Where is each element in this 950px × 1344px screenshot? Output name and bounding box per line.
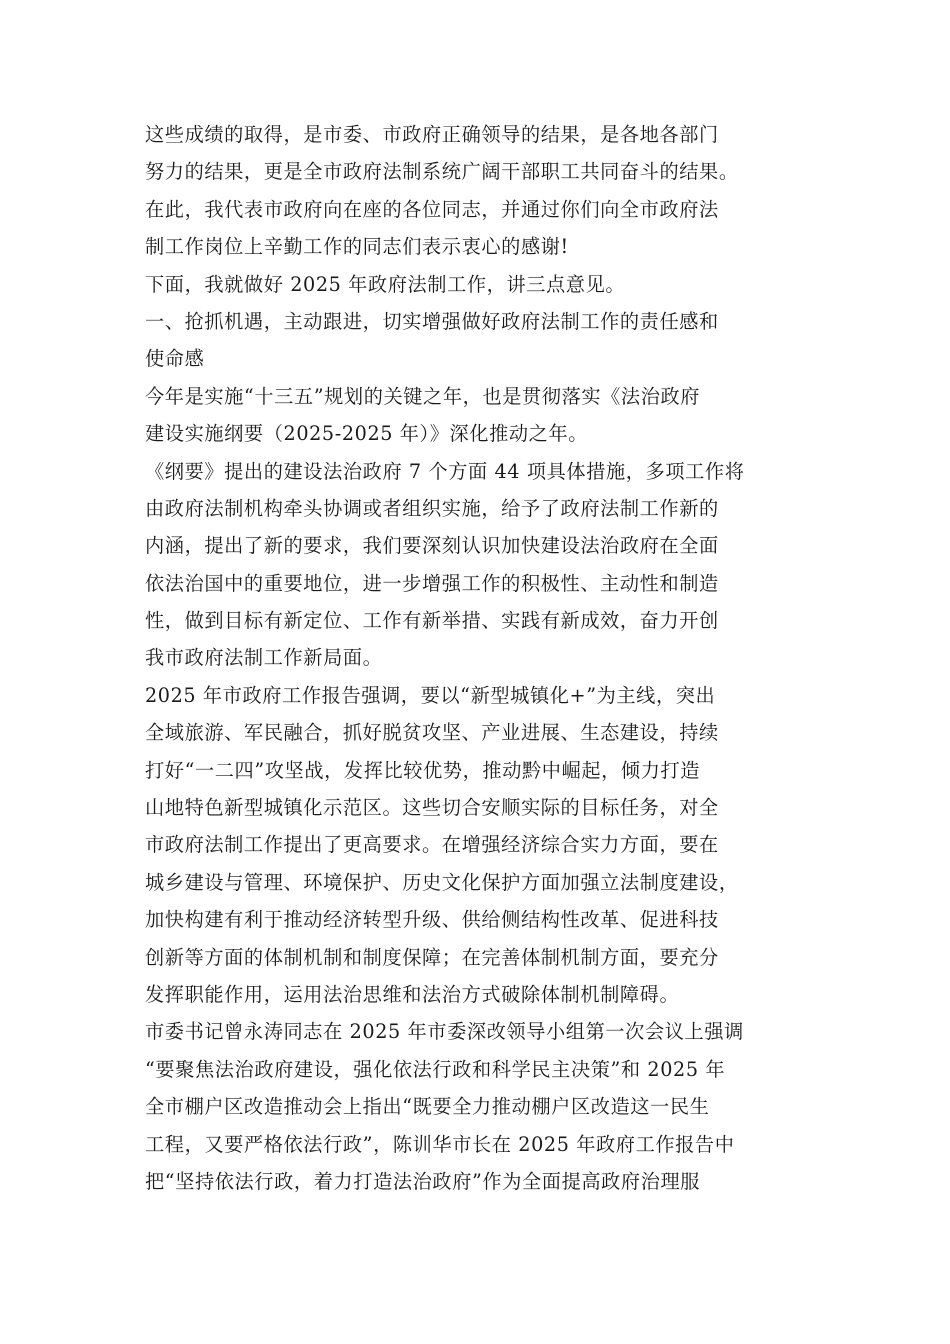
text-line: 市委书记曾永涛同志在 2025 年市委深改领导小组第一次会议上强调 (145, 1020, 744, 1044)
text-line: 努力的结果，更是全市政府法制系统广阔干部职工共同奋斗的结果。 (145, 160, 739, 184)
text-line: 把“坚持依法行政，着力打造法治政府”作为全面提高政府治理服 (145, 1169, 701, 1193)
text-line: 山地特色新型城镇化示范区。这些切合安顺实际的目标任务，对全 (145, 796, 719, 820)
text-line: 依法治国中的重要地位，进一步增强工作的积极性、主动性和制造 (145, 571, 719, 595)
text-line: 发挥职能作用，运用法治思维和法治方式破除体制机制障碍。 (145, 982, 680, 1006)
text-line: 市政府法制工作提出了更高要求。在增强经济综合实力方面，要在 (145, 833, 719, 857)
text-line: 性，做到目标有新定位、工作有新举措、实践有新成效，奋力开创 (145, 609, 719, 633)
text-line: 工程，又要严格依法行政”，陈训华市长在 2025 年政府工作报告中 (145, 1132, 735, 1156)
text-line: 全域旅游、军民融合，抓好脱贫攻坚、产业进展、生态建设，持续 (145, 721, 719, 745)
text-line: 2025 年市政府工作报告强调，要以“新型城镇化+”为主线，突出 (145, 683, 716, 707)
text-line: 制工作岗位上辛勤工作的同志们表示衷心的感谢! (145, 235, 569, 259)
text-line: 城乡建设与管理、环境保护、历史文化保护方面加强立法制度建设， (145, 870, 739, 894)
text-line: 加快构建有利于推动经济转型升级、供给侧结构性改革、促进科技 (145, 908, 719, 932)
text-line: “要聚焦法治政府建设，强化依法行政和科学民主决策”和 2025 年 (145, 1057, 726, 1081)
text-line: 全市棚户区改造推动会上指出“既要全力推动棚户区改造这一民生 (145, 1095, 710, 1119)
text-line: 《纲要》提出的建设法治政府 7 个方面 44 项具体措施，多项工作将 (145, 459, 745, 483)
document-body (145, 116, 825, 1200)
text-line: 我市政府法制工作新局面。 (145, 646, 383, 670)
section-heading-line: 使命感 (145, 347, 205, 371)
section-heading-line: 一、抢抓机遇，主动跟进，切实增强做好政府法制工作的责任感和 (145, 309, 719, 333)
text-line: 由政府法制机构牵头协调或者组织实施，给予了政府法制工作新的 (145, 496, 719, 520)
text-line: 下面，我就做好 2025 年政府法制工作，讲三点意见。 (145, 272, 626, 296)
text-line: 打好“一二四”攻坚战，发挥比较优势，推动黔中崛起，倾力打造 (145, 758, 701, 782)
text-line: 今年是实施“十三五”规划的关键之年，也是贯彻落实《法治政府 (145, 384, 701, 408)
text-line: 这些成绩的取得，是市委、市政府正确领导的结果，是各地各部门 (145, 123, 719, 146)
text-line: 在此，我代表市政府向在座的各位同志，并通过你们向全市政府法 (145, 197, 719, 221)
text-line: 内涵，提出了新的要求，我们要深刻认识加快建设法治政府在全面 (145, 534, 719, 558)
text-line: 创新等方面的体制机制和制度保障；在完善体制机制方面，要充分 (145, 945, 719, 969)
text-line: 建设实施纲要（2025-2025 年）》深化推动之年。 (145, 422, 589, 446)
